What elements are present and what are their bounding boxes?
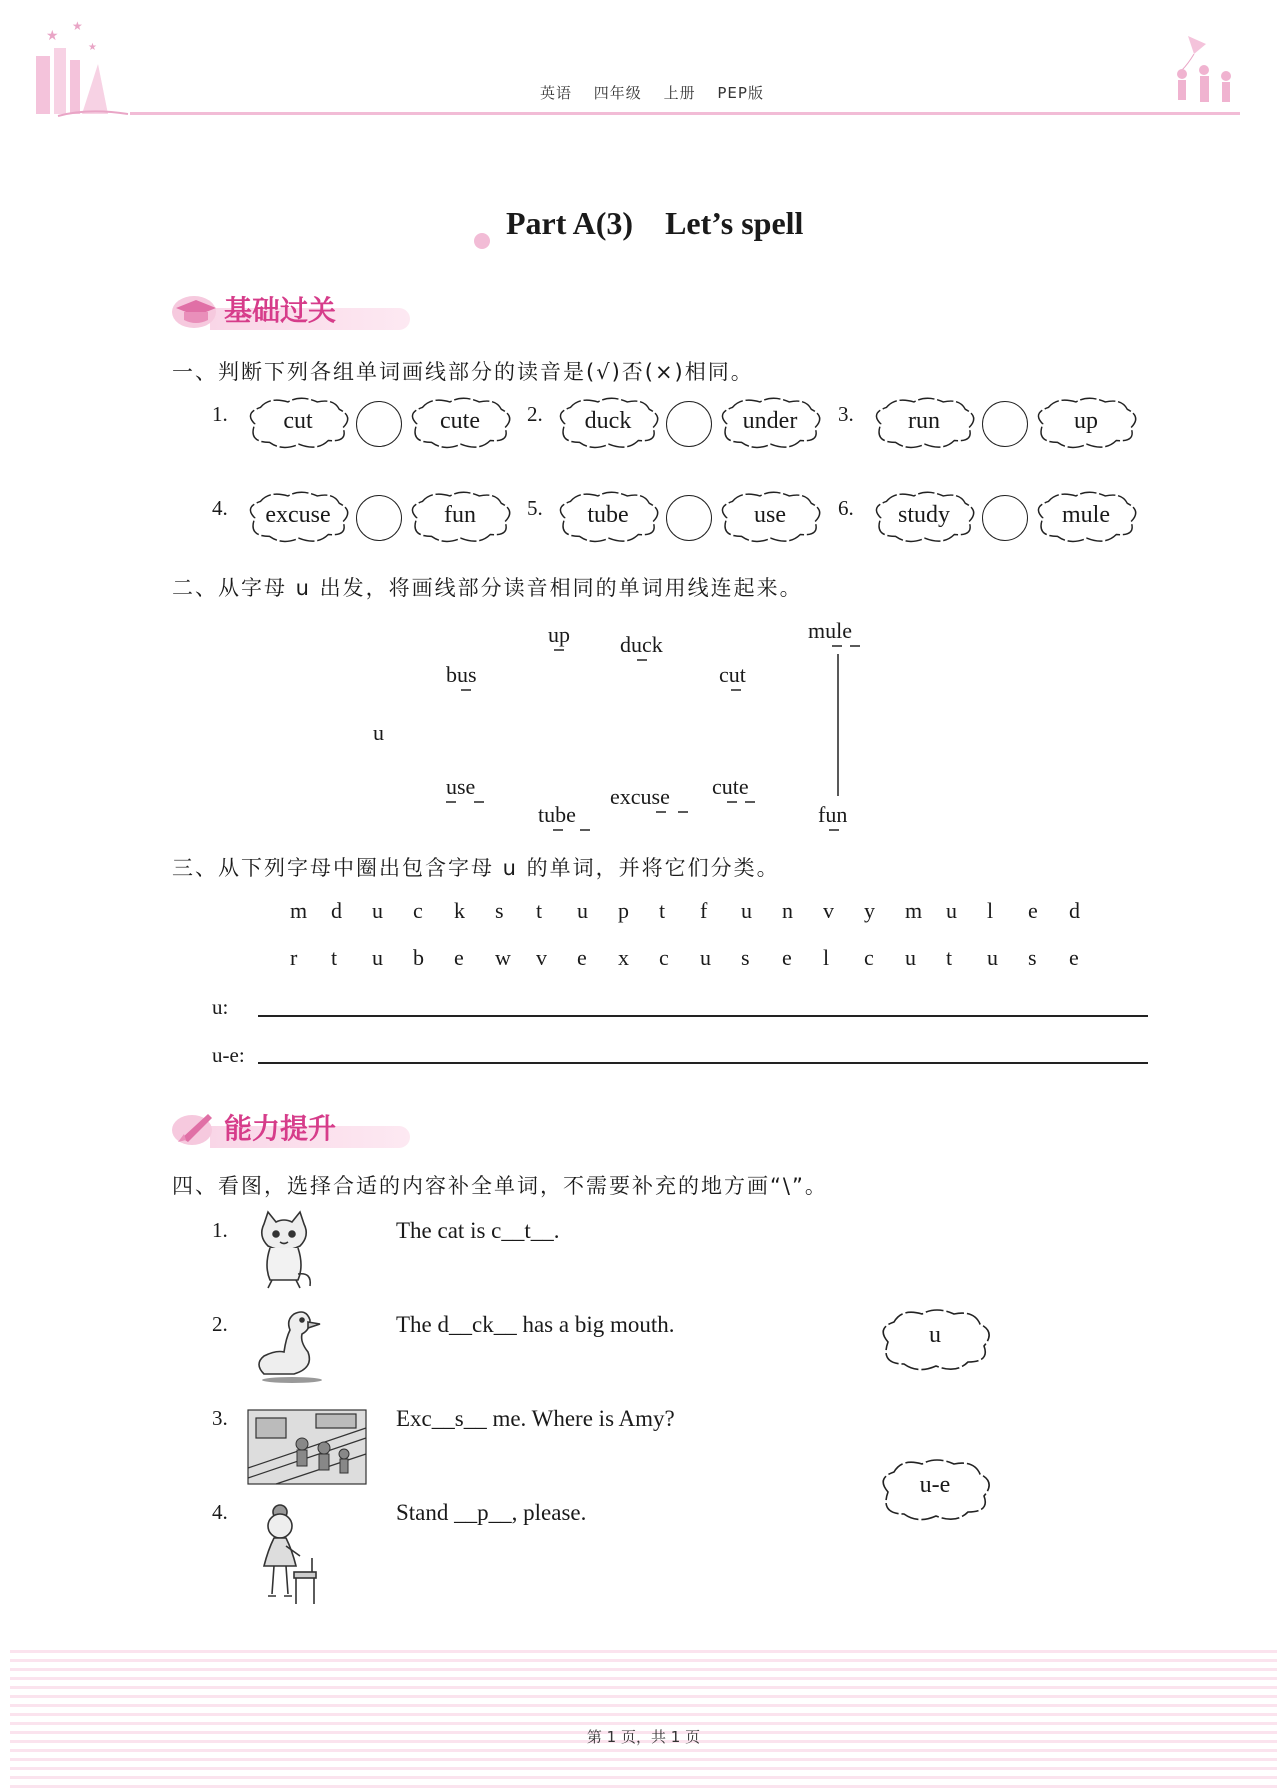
q2-word-bus: bus xyxy=(446,662,477,687)
q3-letter-row-2 xyxy=(290,945,1110,971)
q1-item-number: 4. xyxy=(212,496,228,520)
option-ue-label: u-e xyxy=(919,1472,951,1498)
q3-letter[interactable]: k xyxy=(454,898,465,923)
q3-letter[interactable]: u xyxy=(700,945,711,970)
q3-letter[interactable]: c xyxy=(864,945,874,970)
q3-letter[interactable]: d xyxy=(1069,898,1080,923)
q4-item-3-sentence: Exc__s__ me. Where is Amy? xyxy=(396,1406,675,1431)
q3-letter[interactable]: v xyxy=(823,898,834,923)
q1-item-number: 6. xyxy=(838,496,854,520)
q3-letter[interactable]: s xyxy=(495,898,504,923)
q3-letter[interactable]: e xyxy=(1028,898,1038,923)
q3-letter[interactable]: w xyxy=(495,945,511,970)
q2-word-up: up xyxy=(548,622,570,647)
q3-letter[interactable]: t xyxy=(659,898,666,923)
q1-word: excuse xyxy=(265,502,331,528)
q3-letter[interactable]: u xyxy=(372,898,383,923)
section-title-basic: 基础过关 xyxy=(224,294,337,327)
q1-word: under xyxy=(742,408,798,434)
q3-letter-row-1 xyxy=(290,898,1110,924)
q3-letter[interactable]: n xyxy=(782,898,793,923)
header-grade: 四年级 xyxy=(593,84,642,102)
street-scene-icon xyxy=(246,1408,368,1486)
q3-letter[interactable]: v xyxy=(536,945,547,970)
q3-letter[interactable]: s xyxy=(1028,945,1037,970)
q4-item-1-sentence: The cat is c__t__. xyxy=(396,1218,560,1243)
header-subject: 英语 xyxy=(540,84,573,102)
section-title-advanced: 能力提升 xyxy=(224,1112,337,1145)
q2-word-mule: mule xyxy=(808,618,852,643)
svg-text:★: ★ xyxy=(88,42,97,53)
q1-word: mule xyxy=(1062,502,1110,528)
header-edition: PEP版 xyxy=(717,84,764,102)
q3-letter[interactable]: p xyxy=(618,898,629,923)
question-3-prompt: 三、从下列字母中圈出包含字母 u 的单词，并将它们分类。 xyxy=(172,856,780,880)
q3-letter[interactable]: u xyxy=(741,898,752,923)
q3-letter[interactable]: r xyxy=(290,945,298,970)
svg-text:★: ★ xyxy=(46,29,59,44)
q3-letter[interactable]: c xyxy=(413,898,423,923)
rocket-icon xyxy=(170,1106,220,1148)
q1-word: fun xyxy=(444,502,476,528)
question-1-prompt: 一、判断下列各组单词画线部分的读音是(√)否(×)相同。 xyxy=(172,360,754,384)
q1-word: up xyxy=(1074,408,1098,434)
q1-item-number: 2. xyxy=(527,402,543,426)
option-cloud-ue[interactable] xyxy=(874,1456,996,1524)
q4-item-4-sentence: Stand __p__, please. xyxy=(396,1500,587,1525)
option-u-label: u xyxy=(929,1322,941,1348)
q3-answer-line-u[interactable] xyxy=(258,1015,1148,1017)
q2-word-tube: tube xyxy=(538,802,576,827)
girl-standing-icon xyxy=(250,1500,324,1610)
q3-letter[interactable]: e xyxy=(1069,945,1079,970)
q4-item-4-number: 4. xyxy=(212,1500,228,1524)
question-4-prompt: 四、看图，选择合适的内容补全单词，不需要补充的地方画“\”。 xyxy=(172,1174,828,1198)
q3-letter[interactable]: c xyxy=(659,945,669,970)
q2-word-use: use xyxy=(446,774,476,799)
q3-letter[interactable]: s xyxy=(741,945,750,970)
q2-word-duck: duck xyxy=(620,632,663,657)
q4-item-3-number: 3. xyxy=(212,1406,228,1430)
q3-letter[interactable]: l xyxy=(823,945,830,970)
q2-word-fun: fun xyxy=(818,802,848,827)
q4-item-2-number: 2. xyxy=(212,1312,228,1336)
q1-item-number: 3. xyxy=(838,402,854,426)
q1-word: tube xyxy=(587,502,629,528)
q1-word: cute xyxy=(440,408,480,434)
q3-letter[interactable]: f xyxy=(700,898,708,923)
q3-letter[interactable]: u xyxy=(905,945,916,970)
q1-word: use xyxy=(754,502,786,528)
q3-letter[interactable]: d xyxy=(331,898,342,923)
q3-letter[interactable]: y xyxy=(864,898,875,923)
q1-word: duck xyxy=(584,408,632,434)
q1-word: cut xyxy=(283,408,313,434)
q3-letter[interactable]: e xyxy=(782,945,792,970)
q3-letter[interactable]: b xyxy=(413,945,424,970)
q3-letter[interactable]: t xyxy=(946,945,953,970)
question-2-prompt: 二、从字母 u 出发，将画线部分读音相同的单词用线连起来。 xyxy=(172,576,803,600)
q1-word: study xyxy=(897,502,950,528)
page-number: 第 1 页，共 1 页 xyxy=(586,1728,701,1746)
footer-band xyxy=(10,1650,1277,1789)
duck-icon xyxy=(250,1308,336,1384)
q2-word-cute: cute xyxy=(712,774,749,799)
q4-item-2-sentence: The d__ck__ has a big mouth. xyxy=(396,1312,675,1337)
q3-letter[interactable]: l xyxy=(987,898,994,923)
q3-letter[interactable]: u xyxy=(946,898,957,923)
header-volume: 上册 xyxy=(663,84,696,102)
q1-item-number: 1. xyxy=(212,402,228,426)
cat-icon xyxy=(250,1210,320,1292)
q3-letter[interactable]: u xyxy=(987,945,998,970)
q2-center-letter: u xyxy=(373,720,384,745)
q1-item-number: 5. xyxy=(527,496,543,520)
q3-letter[interactable]: e xyxy=(454,945,464,970)
q2-word-cut: cut xyxy=(719,662,746,687)
section-advanced xyxy=(170,1106,336,1148)
q3-letter[interactable]: m xyxy=(905,898,923,923)
q3-letter[interactable]: u xyxy=(372,945,383,970)
q3-letter[interactable]: u xyxy=(577,898,588,923)
q1-word: run xyxy=(908,408,940,434)
svg-text:★: ★ xyxy=(72,19,83,33)
option-cloud-u[interactable] xyxy=(874,1306,996,1374)
q3-letter[interactable]: e xyxy=(577,945,587,970)
q4-item-1-number: 1. xyxy=(212,1218,228,1242)
q3-letter[interactable]: t xyxy=(331,945,338,970)
page-title: Part A(3) Let’s spell xyxy=(506,205,804,241)
q3-letter[interactable]: t xyxy=(536,898,543,923)
q3-label-ue: u-e: xyxy=(212,1043,245,1067)
q2-word-excuse: excuse xyxy=(610,784,670,809)
q3-label-u: u: xyxy=(212,995,229,1019)
q3-letter[interactable]: m xyxy=(290,898,308,923)
q3-answer-line-ue[interactable] xyxy=(258,1062,1148,1064)
q3-letter[interactable]: x xyxy=(618,945,629,970)
